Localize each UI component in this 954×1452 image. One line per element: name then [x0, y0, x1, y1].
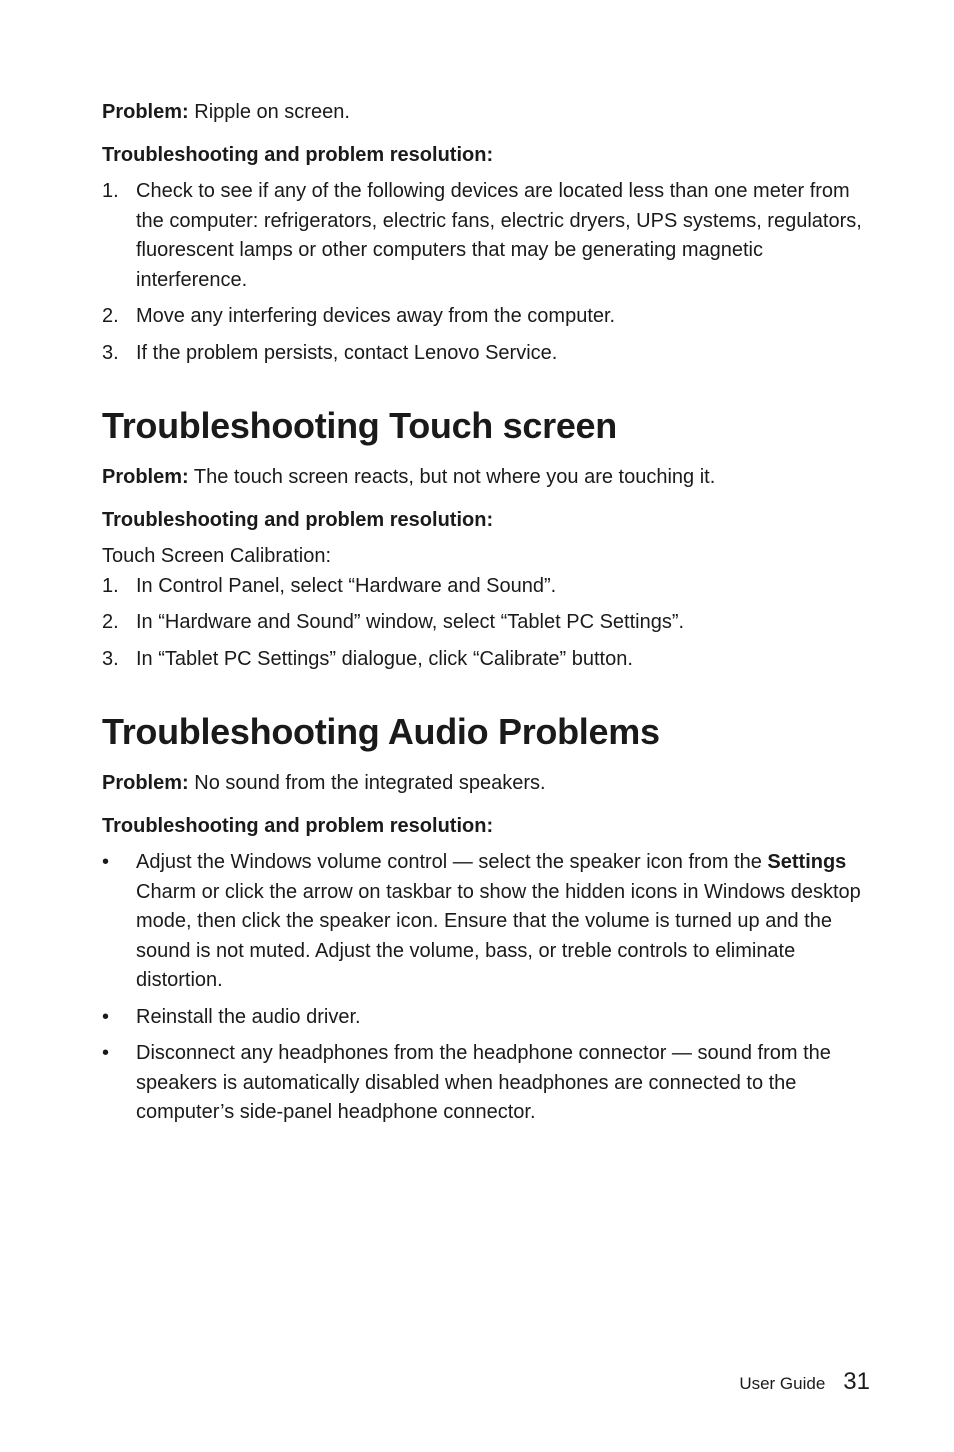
list-marker: 2.: [102, 305, 119, 327]
list-item: [102, 177, 872, 295]
list-marker: 1.: [102, 180, 119, 202]
problem-label: Problem:: [102, 101, 189, 123]
problem-label: Problem:: [102, 772, 189, 794]
resolution-heading: Troubleshooting and problem resolution:: [102, 143, 494, 166]
problem-text: No sound from the integrated speakers.: [188, 772, 546, 794]
bullet-marker: •: [102, 851, 110, 873]
section-title-audio-problems: Troubleshooting Audio Problems: [102, 711, 660, 752]
problem-audio: [102, 769, 872, 799]
problem-text: The touch screen reacts, but not where you are touching it.: [188, 466, 716, 488]
page-footer: [739, 1366, 870, 1400]
list-item-text: Check to see if any of the following devices are located less than one meter from the computer: refrigerators, electric fans, electric dryers, UPS systems, regulators, fluorescent lamps or other computers that may be generating magnetic interference.: [136, 180, 862, 291]
problem-ripple: [102, 98, 872, 128]
list-item: [102, 645, 872, 675]
list-item: [102, 848, 872, 996]
problem-touch: [102, 463, 872, 493]
list-item: [102, 1003, 872, 1033]
problem-label: Problem:: [102, 466, 189, 488]
bullet-text-pre: Adjust the Windows volume control — select the speaker icon from the: [136, 851, 768, 873]
list-item-text: Reinstall the audio driver.: [136, 1005, 361, 1028]
list-item-text: Move any interfering devices away from the computer.: [136, 305, 616, 327]
list-item: [102, 339, 872, 369]
calibration-intro: Touch Screen Calibration:: [102, 545, 332, 567]
bullet-marker: •: [102, 1005, 110, 1028]
resolution-heading: Troubleshooting and problem resolution:: [102, 814, 494, 837]
list-item-text: Disconnect any headphones from the headphone connector — sound from the speakers is automatically disabled when headphones are connected to the computer’s side-panel headphone connector.: [136, 1042, 831, 1123]
list-item-text: In “Tablet PC Settings” dialogue, click “Calibrate” button.: [136, 647, 633, 670]
settings-charm-term: Settings: [767, 851, 847, 873]
list-item: [102, 572, 872, 602]
problem-text: Ripple on screen.: [188, 101, 350, 123]
page-number: 31: [843, 1368, 870, 1395]
list-item-text: In Control Panel, select “Hardware and Sound”.: [136, 574, 557, 597]
list-item-text: In “Hardware and Sound” window, select “Tablet PC Settings”.: [136, 611, 685, 633]
audio-bullets-list: [102, 848, 872, 1128]
list-item: [102, 608, 872, 638]
document-page: [102, 98, 872, 1135]
list-marker: 3.: [102, 647, 119, 670]
section-title-touch-screen: Troubleshooting Touch screen: [102, 405, 617, 446]
list-item: [102, 1039, 872, 1128]
resolution-heading: Troubleshooting and problem resolution:: [102, 508, 494, 531]
list-marker: 3.: [102, 341, 119, 364]
footer-label: User Guide: [739, 1374, 826, 1393]
ripple-steps-list: [102, 177, 872, 368]
touch-steps-list: [102, 572, 872, 675]
list-marker: 1.: [102, 574, 119, 597]
list-marker: 2.: [102, 611, 119, 633]
list-item: [102, 302, 872, 332]
list-item-text: If the problem persists, contact Lenovo Service.: [136, 341, 558, 364]
bullet-text-post: Charm or click the arrow on taskbar to show the hidden icons in Windows desktop mode, then click the speaker icon. Ensure that the volume is turned up and the sound is not muted. Adjust the volume, bass, or treble controls to eliminate distortion.: [136, 880, 861, 991]
bullet-marker: •: [102, 1042, 110, 1064]
